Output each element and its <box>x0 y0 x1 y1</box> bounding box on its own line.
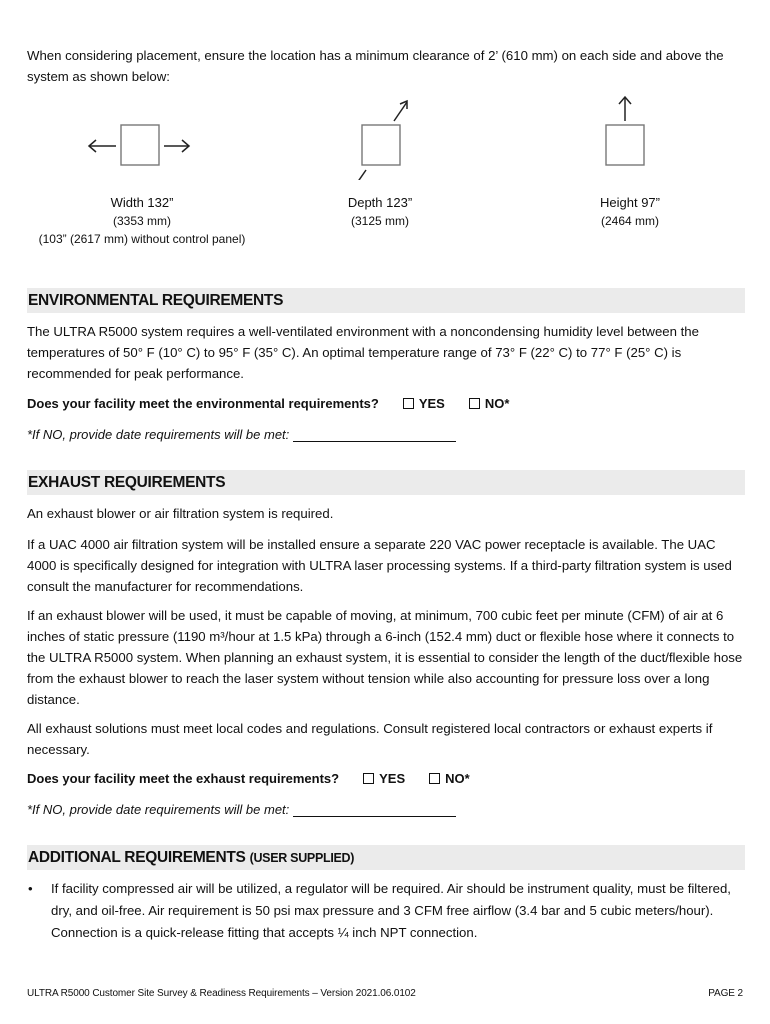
height-metric: (2464 mm) <box>600 214 659 228</box>
environmental-date-field[interactable] <box>293 427 456 442</box>
exhaust-no-label: NO* <box>445 771 470 786</box>
exhaust-section-header <box>27 470 745 495</box>
depth-label-group <box>305 194 455 230</box>
exhaust-followup: *If NO, provide date requirements will be met: <box>27 802 290 817</box>
exhaust-question: Does your facility meet the exhaust requirements? <box>27 771 340 786</box>
checkbox-icon <box>469 398 480 409</box>
exhaust-paragraph: All exhaust solutions must meet local codes and regulations. Consult registered local contractors or exhaust experts if necessary. <box>27 721 713 757</box>
footer-page-number: PAGE 2 <box>708 988 743 999</box>
environmental-followup-row <box>27 427 456 442</box>
additional-section-header <box>27 845 745 870</box>
environmental-question-row <box>27 396 509 411</box>
height-label: Height 97” <box>600 195 660 210</box>
exhaust-title: EXHAUST REQUIREMENTS <box>28 473 226 491</box>
footer-document-title: ULTRA R5000 Customer Site Survey & Readiness Requirements – Version 2021.06.0102 <box>27 988 416 999</box>
depth-diagram <box>345 90 425 180</box>
additional-title: ADDITIONAL REQUIREMENTS <box>28 848 246 866</box>
environmental-title: ENVIRONMENTAL REQUIREMENTS <box>28 291 284 309</box>
additional-title-group <box>27 849 354 867</box>
list-item <box>27 878 745 944</box>
depth-arrows-icon <box>345 90 425 180</box>
intro-paragraph: When considering placement, ensure the location has a minimum clearance of 2’ (610 mm) on each side and above the system as shown below: <box>27 48 724 84</box>
exhaust-date-field[interactable] <box>293 802 456 817</box>
height-diagram <box>595 90 655 170</box>
environmental-yes-checkbox[interactable] <box>403 396 445 411</box>
environmental-no-label: NO* <box>484 396 510 411</box>
bullet-marker: • <box>28 881 33 896</box>
width-arrows-icon <box>80 90 200 170</box>
page-footer <box>27 988 743 999</box>
exhaust-no-checkbox[interactable] <box>429 771 470 786</box>
bullet-text: If facility compressed air will be utilized, a regulator will be required. Air should be instrument quality, must be filtered, dry, and oil-free. Air requirement is 50 psi max pressure and 3 CFM free airflow (3.4 bar and 5 cubic meters/hour). Connection is a quick-release fitting that accepts ¼ inch NPT connection. <box>51 881 731 940</box>
width-diagram <box>80 90 200 170</box>
exhaust-yes-label: YES <box>379 771 406 786</box>
width-label: Width 132” <box>110 195 174 210</box>
exhaust-paragraph: An exhaust blower or air filtration system is required. <box>27 506 334 521</box>
width-note: (103” (2617 mm) without control panel) <box>38 232 246 246</box>
environmental-followup: *If NO, provide date requirements will be met: <box>27 427 290 442</box>
environmental-question: Does your facility meet the environmental requirements? <box>27 396 379 411</box>
exhaust-yes-checkbox[interactable] <box>363 771 405 786</box>
width-label-group <box>27 194 257 248</box>
width-metric: (3353 mm) <box>112 214 171 228</box>
depth-label: Depth 123” <box>347 195 413 210</box>
height-arrow-icon <box>595 90 655 170</box>
checkbox-icon <box>403 398 414 409</box>
additional-subtitle: (USER SUPPLIED) <box>249 850 355 865</box>
environmental-body: The ULTRA R5000 system requires a well-ventilated environment with a noncondensing humidity level between the temperatures of 50° F (10° C) to 95° F (35° C). An optimal temperature range of 73° F (22° C) to 77° F (25° C) is recommended for peak performance. <box>27 324 699 381</box>
depth-metric: (3125 mm) <box>350 214 409 228</box>
exhaust-followup-row <box>27 802 456 817</box>
exhaust-paragraph: If an exhaust blower will be used, it must be capable of moving, at minimum, 700 cubic feet per minute (CFM) of air at 6 inches of static pressure (1190 m³/hour at 1.5 kPa) through a 6-inch (152.4 mm) duct or flexible hose where it connects to the ULTRA R5000 system. When planning an exhaust system, it is essential to consider the length of the duct/flexible hose from the exhaust blower to reach the laser system without tension while also accounting for pressure loss over a long distance. <box>27 608 743 707</box>
environmental-yes-label: YES <box>418 396 445 411</box>
checkbox-icon <box>429 773 440 784</box>
environmental-no-checkbox[interactable] <box>469 396 510 411</box>
exhaust-question-row <box>27 771 470 786</box>
exhaust-paragraph: If a UAC 4000 air filtration system will be installed ensure a separate 220 VAC power receptacle is available. The UAC 4000 is specifically designed for integration with ULTRA laser processing systems. If a third-party filtration system is used consult the manufacturer for recommendations. <box>27 537 732 594</box>
height-label-group <box>555 194 705 230</box>
environmental-section-header <box>27 288 745 313</box>
checkbox-icon <box>363 773 374 784</box>
